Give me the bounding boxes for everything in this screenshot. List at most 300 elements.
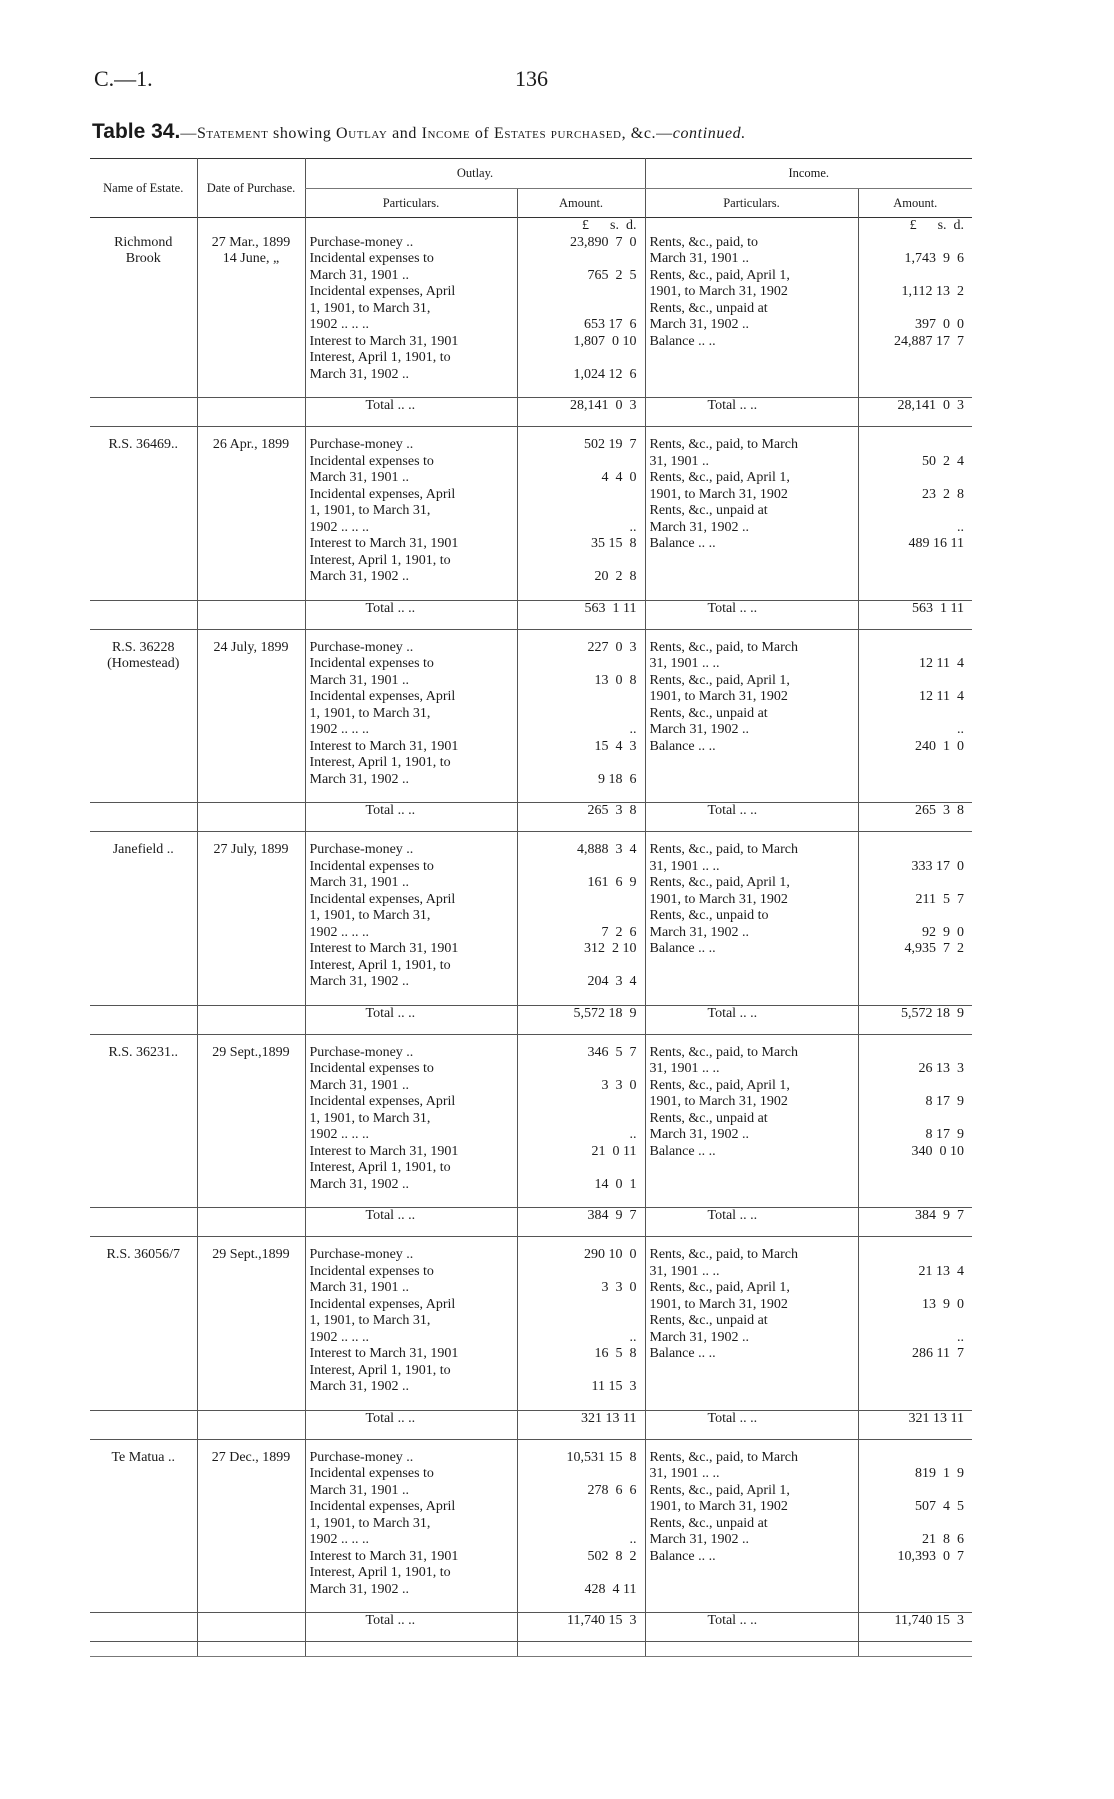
col-header-income-particulars: Particulars. <box>645 188 858 218</box>
title-dash: — <box>180 125 197 142</box>
spacer <box>522 892 637 909</box>
spacer <box>522 755 637 772</box>
spacer <box>522 1264 637 1281</box>
estate-row <box>90 437 972 586</box>
outlay-item-text: Interest to March 31, 1901 <box>309 1143 459 1159</box>
separator-row <box>90 1034 972 1045</box>
income-item-text: Rents, &c., paid, April 1, <box>649 1482 790 1498</box>
blank-cell <box>645 1642 858 1657</box>
purchase-date-line: 29 Sept.,1899 <box>212 1247 290 1262</box>
income-item-amount: 24,887 17 7 <box>894 333 965 349</box>
estate-name-line: Te Matua .. <box>111 1449 176 1465</box>
blank-cell <box>197 832 305 843</box>
table-title <box>92 120 746 144</box>
income-particulars <box>645 640 858 789</box>
outlay-item-text: March 31, 1902 .. <box>309 366 410 382</box>
currency-head-income <box>858 218 972 235</box>
blank-cell <box>305 832 517 843</box>
outlay-item-amount: 10,531 15 8 <box>566 1449 637 1465</box>
blank-cell <box>90 1439 197 1450</box>
separator-row <box>90 832 972 843</box>
spacer <box>863 842 965 859</box>
income-item-text: Rents, &c., unpaid at <box>649 1313 768 1328</box>
blank-cell <box>90 218 197 235</box>
outlay-item-text: Interest to March 31, 1901 <box>309 1346 459 1361</box>
total-row <box>90 1410 972 1439</box>
outlay-total-label: Total .. .. <box>305 1005 517 1034</box>
income-item-amount: 507 4 5 <box>915 1499 965 1514</box>
purchase-date <box>197 235 305 384</box>
income-item-text: 1901, to March 31, 1902 <box>649 1296 788 1312</box>
income-amounts <box>858 235 972 384</box>
income-total-label: Total .. .. <box>645 1208 858 1237</box>
outlay-item-text: Purchase-money .. <box>309 1044 414 1060</box>
blank-cell <box>90 803 197 832</box>
blank-cell <box>517 1396 645 1411</box>
spacer <box>863 437 965 454</box>
outlay-item-amount: 1,024 12 6 <box>573 366 637 382</box>
purchase-date-line: 14 June, „ <box>222 251 280 266</box>
outlay-item-amount: 502 19 7 <box>584 437 637 452</box>
spacer <box>863 1450 965 1467</box>
blank-cell <box>90 1613 197 1642</box>
income-item-text: Rents, &c., paid, to <box>649 234 758 250</box>
income-item-text: Rents, &c., unpaid to <box>649 908 769 923</box>
blank-cell <box>305 991 517 1006</box>
outlay-item-text: 1902 .. .. .. <box>309 1532 369 1547</box>
blank-cell <box>90 600 197 629</box>
outlay-item-text: Purchase-money .. <box>309 842 414 857</box>
outlay-item-text: Incidental expenses, April <box>309 486 456 502</box>
outlay-item-amount: 9 18 6 <box>598 771 637 787</box>
outlay-item-text: Interest to March 31, 1901 <box>309 738 459 754</box>
tail-row <box>90 1642 972 1657</box>
outlay-item-amount: 16 5 8 <box>594 1346 637 1361</box>
outlay-amounts <box>517 1247 645 1396</box>
blank-cell <box>197 1598 305 1613</box>
outlay-item-text: 1902 .. .. .. <box>309 317 369 332</box>
blank-cell <box>197 427 305 438</box>
blank-cell <box>90 788 197 803</box>
gap-row <box>90 1598 972 1613</box>
outlay-item-amount: 3 3 0 <box>601 1280 637 1295</box>
blank-cell <box>197 1034 305 1045</box>
currency-head-row <box>90 218 972 235</box>
spacer <box>863 235 965 252</box>
outlay-item-amount: 227 0 3 <box>587 639 637 655</box>
outlay-item-text: 1902 .. .. .. <box>309 1127 369 1142</box>
outlay-particulars <box>305 1247 517 1396</box>
outlay-item-text: Interest, April 1, 1901, to <box>309 755 451 770</box>
income-amounts <box>858 1045 972 1194</box>
blank-cell <box>305 383 517 398</box>
blank-cell <box>517 991 645 1006</box>
outlay-item-text: Incidental expenses, April <box>309 1296 456 1312</box>
income-item-text: Balance .. .. <box>649 941 716 956</box>
blank-cell <box>90 1034 197 1045</box>
outlay-item-amount: 20 2 8 <box>594 569 637 584</box>
income-item-text: Balance .. .. <box>649 1346 716 1361</box>
income-amounts <box>858 437 972 586</box>
blank-cell <box>858 1193 972 1208</box>
separator-row <box>90 427 972 438</box>
spacer <box>522 1160 637 1177</box>
blank-cell <box>305 1439 517 1450</box>
currency-head-outlay <box>517 218 645 235</box>
outlay-item-text: March 31, 1901 .. <box>309 875 410 890</box>
estates-body <box>90 218 972 1657</box>
estate-name <box>90 235 197 384</box>
total-row <box>90 1208 972 1237</box>
income-item-text: Rents, &c., paid, to March <box>649 1449 799 1465</box>
outlay-total-label: Total .. .. <box>305 600 517 629</box>
blank-cell <box>517 788 645 803</box>
spacer <box>522 859 637 876</box>
outlay-item-text: 1902 .. .. .. <box>309 1329 369 1345</box>
blank-cell <box>858 788 972 803</box>
title-word-and: and <box>387 125 422 142</box>
outlay-total-label: Total .. .. <box>305 1208 517 1237</box>
total-row <box>90 803 972 832</box>
outlay-total: 265 3 8 <box>517 803 645 832</box>
title-word-of: of <box>470 125 494 142</box>
purchase-date <box>197 1045 305 1194</box>
income-item-amount: 21 8 6 <box>922 1532 965 1547</box>
outlay-total: 5,572 18 9 <box>517 1005 645 1034</box>
spacer <box>522 350 637 367</box>
total-label-text: Total <box>707 1005 737 1021</box>
estate-name-line: R.S. 36228 <box>111 639 175 655</box>
col-header-income-amount: Amount. <box>858 188 972 218</box>
blank-cell <box>645 586 858 601</box>
outlay-total-label: Total .. .. <box>305 1410 517 1439</box>
purchase-date-line: 29 Sept.,1899 <box>212 1044 290 1060</box>
total-label-text: Total <box>707 803 737 818</box>
outlay-item-text: Interest, April 1, 1901, to <box>309 350 451 365</box>
blank-cell <box>305 427 517 438</box>
outlay-item-text: Interest, April 1, 1901, to <box>309 957 451 973</box>
income-item-text: March 31, 1902 .. <box>649 317 750 332</box>
income-total: 28,141 0 3 <box>858 398 972 427</box>
outlay-item-text: Interest, April 1, 1901, to <box>309 1362 451 1378</box>
income-item-text: 31, 1901 .. .. <box>649 1263 720 1279</box>
outlay-item-amount: 346 5 7 <box>587 1044 637 1060</box>
estate-row <box>90 235 972 384</box>
spacer <box>522 1297 637 1314</box>
outlay-item-text: March 31, 1901 .. <box>309 672 410 688</box>
blank-cell <box>197 1410 305 1439</box>
income-item-text: March 31, 1902 .. <box>649 722 750 737</box>
outlay-item-amount: 23,890 7 0 <box>570 234 637 250</box>
income-item-text: Balance .. .. <box>649 1143 716 1159</box>
income-item-amount: 8 17 9 <box>925 1127 965 1142</box>
blank-cell <box>197 1237 305 1248</box>
outlay-total: 384 9 7 <box>517 1208 645 1237</box>
blank-cell <box>858 629 972 640</box>
spacer <box>522 1466 637 1483</box>
income-total-label: Total .. .. <box>645 1005 858 1034</box>
blank-cell <box>305 1034 517 1045</box>
income-item-amount: 23 2 8 <box>922 486 965 502</box>
spacer <box>863 268 965 285</box>
outlay-item-text: Purchase-money .. <box>309 234 414 250</box>
spacer <box>522 908 637 925</box>
blank-cell <box>197 803 305 832</box>
income-item-amount: 1,112 13 2 <box>901 284 965 299</box>
outlay-item-amount: 278 6 6 <box>587 1482 637 1498</box>
col-header-income: Income. <box>645 159 972 189</box>
spacer <box>522 487 637 504</box>
spacer <box>863 673 965 690</box>
income-item-text: 31, 1901 .. .. <box>649 1466 720 1481</box>
blank-cell <box>305 218 517 235</box>
outlay-amounts <box>517 235 645 384</box>
estates-table <box>90 158 972 1657</box>
blank-cell <box>90 991 197 1006</box>
income-particulars <box>645 1045 858 1194</box>
spacer <box>522 1516 637 1533</box>
income-total: 384 9 7 <box>858 1208 972 1237</box>
outlay-particulars <box>305 842 517 991</box>
outlay-item-amount: .. <box>629 519 637 535</box>
blank-cell <box>645 1034 858 1045</box>
spacer <box>522 1111 637 1128</box>
blank-cell <box>90 629 197 640</box>
income-item-text: Rents, &c., paid, to March <box>649 437 799 452</box>
spacer <box>522 1565 637 1582</box>
table-number: Table 34. <box>92 120 181 143</box>
blank-cell <box>517 1598 645 1613</box>
blank-cell <box>858 1237 972 1248</box>
spacer <box>863 1483 965 1500</box>
outlay-item-text: Incidental expenses to <box>309 858 434 874</box>
blank-cell <box>517 383 645 398</box>
spacer <box>863 1247 965 1264</box>
estate-name-line: (Homestead) <box>107 656 180 671</box>
income-item-amount: 1,743 9 6 <box>904 251 965 266</box>
spacer <box>863 301 965 318</box>
purchase-date-line: 26 Apr., 1899 <box>212 437 290 452</box>
income-item-text: 1901, to March 31, 1902 <box>649 486 788 502</box>
income-total: 265 3 8 <box>858 803 972 832</box>
outlay-item-text: Incidental expenses to <box>309 1061 434 1076</box>
outlay-item-text: 1, 1901, to March 31, <box>309 908 431 923</box>
income-total-label: Total .. .. <box>645 600 858 629</box>
outlay-item-amount: 1,807 0 10 <box>573 333 637 349</box>
outlay-item-text: Incidental expenses to <box>309 1466 434 1481</box>
total-label-text: Total <box>365 1208 395 1223</box>
blank-cell <box>197 1439 305 1450</box>
income-amounts <box>858 1450 972 1599</box>
outlay-item-text: Incidental expenses, April <box>309 1499 456 1514</box>
estate-name-line: R.S. 36469.. <box>108 437 179 452</box>
page-number: 136 <box>515 66 548 91</box>
spacer <box>522 1061 637 1078</box>
total-label-text: Total <box>707 1613 737 1628</box>
spacer <box>863 1516 965 1533</box>
blank-cell <box>90 1193 197 1208</box>
blank-cell <box>517 1237 645 1248</box>
blank-cell <box>645 1193 858 1208</box>
outlay-item-amount: 14 0 1 <box>594 1176 637 1192</box>
outlay-item-amount: 11 15 3 <box>591 1379 637 1394</box>
outlay-item-text: March 31, 1901 .. <box>309 1077 410 1093</box>
income-item-amount: 92 9 0 <box>922 924 965 940</box>
income-item-amount: 4,935 7 2 <box>904 941 965 956</box>
income-item-text: March 31, 1902 .. <box>649 519 750 535</box>
purchase-date-line: 27 Mar., 1899 <box>211 234 291 250</box>
income-total: 563 1 11 <box>858 600 972 629</box>
spacer <box>522 251 637 268</box>
blank-cell <box>517 832 645 843</box>
outlay-item-amount: 765 2 5 <box>587 267 637 283</box>
pence-sign: d. <box>953 218 965 233</box>
income-item-amount: 340 0 10 <box>911 1143 965 1159</box>
outlay-item-amount: .. <box>629 1127 637 1142</box>
total-row <box>90 600 972 629</box>
pence-sign: d. <box>626 218 637 233</box>
title-word-statement: Statement <box>196 125 269 142</box>
outlay-item-amount: 204 3 4 <box>587 974 637 989</box>
estate-name-line: R.S. 36056/7 <box>106 1247 180 1262</box>
income-particulars <box>645 1450 858 1599</box>
blank-cell <box>858 991 972 1006</box>
spacer <box>522 706 637 723</box>
blank-cell <box>90 427 197 438</box>
spacer <box>522 454 637 471</box>
separator-row <box>90 1439 972 1450</box>
blank-cell <box>90 1396 197 1411</box>
outlay-item-text: 1, 1901, to March 31, <box>309 1110 431 1126</box>
outlay-item-text: Purchase-money .. <box>309 639 414 655</box>
outlay-amounts <box>517 842 645 991</box>
purchase-date <box>197 1450 305 1599</box>
blank-cell <box>90 1410 197 1439</box>
outlay-item-text: Incidental expenses to <box>309 1263 434 1279</box>
estate-name <box>90 1045 197 1194</box>
outlay-item-text: 1902 .. .. .. <box>309 722 369 737</box>
income-item-text: March 31, 1902 .. <box>649 1329 750 1345</box>
outlay-item-text: Incidental expenses, April <box>309 891 456 907</box>
outlay-total: 321 13 11 <box>517 1410 645 1439</box>
spacer <box>522 284 637 301</box>
total-label-text: Total <box>707 600 737 616</box>
total-label-text: Total <box>707 1208 737 1223</box>
purchase-date-line: 24 July, 1899 <box>213 639 289 655</box>
shilling-sign: s. <box>937 218 947 233</box>
blank-cell <box>858 1034 972 1045</box>
outlay-item-amount: 161 6 9 <box>587 875 637 890</box>
pound-sign: £ <box>909 218 917 233</box>
outlay-item-text: Purchase-money .. <box>309 1449 414 1465</box>
outlay-amounts <box>517 640 645 789</box>
income-item-text: March 31, 1902 .. <box>649 1127 750 1142</box>
blank-cell <box>305 629 517 640</box>
estate-name-line: Janefield .. <box>112 842 174 857</box>
blank-cell <box>197 991 305 1006</box>
total-label-text: Total <box>365 398 395 413</box>
income-amounts <box>858 1247 972 1396</box>
blank-cell <box>517 586 645 601</box>
income-item-amount: 13 9 0 <box>922 1296 965 1312</box>
blank-cell <box>858 1642 972 1657</box>
outlay-item-text: Interest to March 31, 1901 <box>309 1548 459 1564</box>
income-total-label: Total .. .. <box>645 398 858 427</box>
purchase-date <box>197 842 305 991</box>
blank-cell <box>197 1193 305 1208</box>
total-label-text: Total <box>365 803 395 818</box>
outlay-item-text: Incidental expenses, April <box>309 284 456 299</box>
income-item-text: Rents, &c., paid, April 1, <box>649 1280 790 1295</box>
outlay-item-text: March 31, 1902 .. <box>309 1581 410 1597</box>
blank-cell <box>197 1005 305 1034</box>
estate-row <box>90 640 972 789</box>
separator-row <box>90 1237 972 1248</box>
outlay-total: 11,740 15 3 <box>517 1613 645 1642</box>
blank-cell <box>197 1613 305 1642</box>
total-row <box>90 1005 972 1034</box>
outlay-item-text: March 31, 1901 .. <box>309 267 410 283</box>
outlay-item-text: Interest to March 31, 1901 <box>309 333 459 349</box>
income-item-text: 31, 1901 .. .. <box>649 656 720 671</box>
income-amounts <box>858 842 972 991</box>
spacer <box>863 470 965 487</box>
blank-cell <box>517 1034 645 1045</box>
blank-cell <box>197 1642 305 1657</box>
blank-cell <box>305 586 517 601</box>
blank-cell <box>858 1598 972 1613</box>
blank-cell <box>645 218 858 235</box>
blank-cell <box>645 1237 858 1248</box>
income-item-text: Rents, &c., paid, April 1, <box>649 267 790 283</box>
estate-name-line: R.S. 36231.. <box>108 1044 179 1060</box>
income-item-text: Balance .. .. <box>649 536 716 551</box>
outlay-item-amount: 4,888 3 4 <box>577 842 637 857</box>
income-item-amount: 26 13 3 <box>918 1061 965 1076</box>
estate-row <box>90 842 972 991</box>
total-label-text: Total <box>365 1410 395 1426</box>
outlay-item-text: March 31, 1902 .. <box>309 1379 410 1394</box>
col-header-date: Date of Purchase. <box>197 159 305 218</box>
blank-cell <box>517 1193 645 1208</box>
estate-name <box>90 640 197 789</box>
outlay-item-amount: 502 8 2 <box>587 1548 637 1564</box>
outlay-item-amount: 35 15 8 <box>591 536 637 551</box>
income-item-text: Rents, &c., paid, to March <box>649 1247 799 1262</box>
outlay-amounts <box>517 437 645 586</box>
outlay-item-text: Interest to March 31, 1901 <box>309 941 459 956</box>
outlay-particulars <box>305 640 517 789</box>
income-particulars <box>645 842 858 991</box>
outlay-item-text: 1902 .. .. .. <box>309 519 369 535</box>
income-particulars <box>645 437 858 586</box>
blank-cell <box>90 398 197 427</box>
blank-cell <box>645 991 858 1006</box>
estate-name <box>90 1247 197 1396</box>
outlay-item-amount: 290 10 0 <box>584 1247 637 1262</box>
income-item-text: 31, 1901 .. .. <box>649 1061 720 1076</box>
blank-cell <box>90 1642 197 1657</box>
income-item-text: 1901, to March 31, 1902 <box>649 1094 788 1109</box>
income-item-text: March 31, 1902 .. <box>649 1532 750 1547</box>
income-item-amount: 12 11 4 <box>919 656 965 671</box>
blank-cell <box>858 383 972 398</box>
col-header-outlay-amount: Amount. <box>517 188 645 218</box>
outlay-item-amount: .. <box>629 1532 637 1547</box>
outlay-item-text: Incidental expenses to <box>309 251 434 266</box>
blank-cell <box>645 832 858 843</box>
spacer <box>522 553 637 570</box>
